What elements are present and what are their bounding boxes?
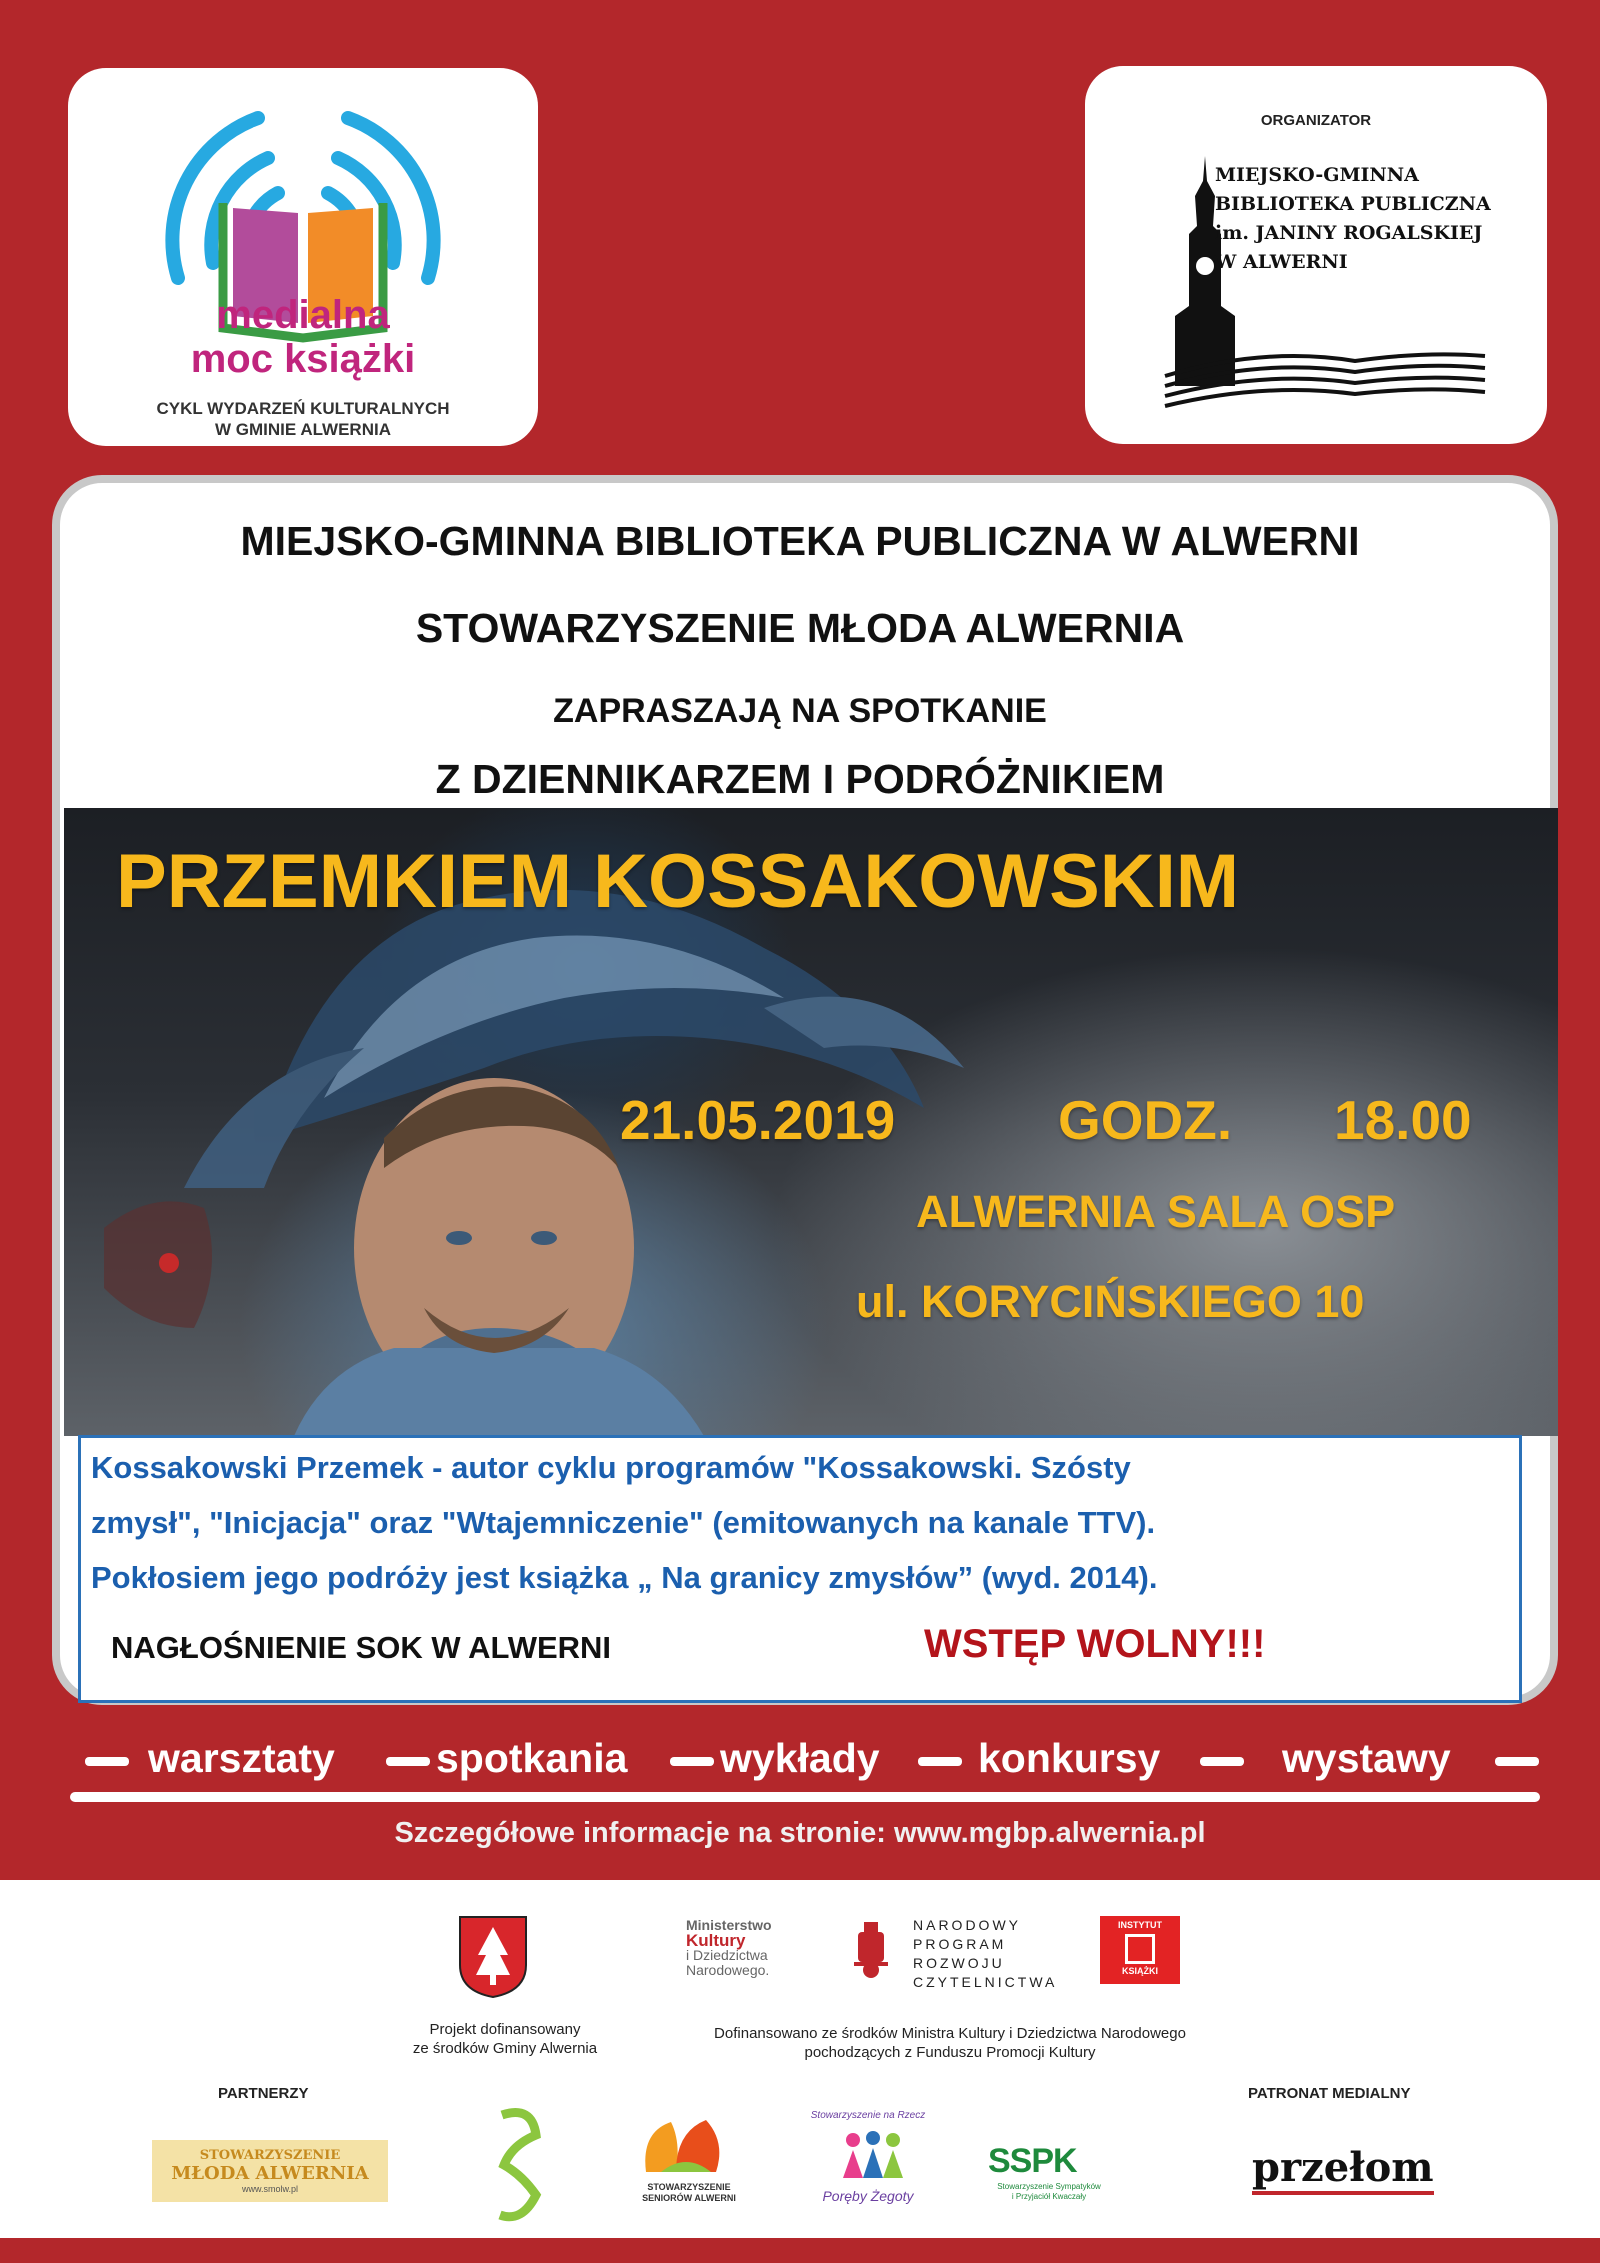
- description-line-2: zmysł", "Inicjacja" oraz "Wtajemniczenie" (emitowanych na kanale TTV).: [91, 1505, 1156, 1540]
- header-library: MIEJSKO-GMINNA BIBLIOTEKA PUBLICZNA W ALWERNI: [240, 518, 1360, 564]
- guest-name: PRZEMKIEM KOSSAKOWSKIM: [116, 839, 1240, 924]
- tag-dash: [1495, 1757, 1539, 1766]
- poreby-logo-text: Poręby Żegoty: [822, 2188, 914, 2204]
- seniors-association-icon: [636, 2112, 736, 2184]
- medialna-moc-logo-card: [68, 68, 538, 446]
- header-invite: ZAPRASZAJĄ NA SPOTKANIE: [553, 692, 1047, 730]
- seniors-association-caption: STOWARZYSZENIE SENIORÓW ALWERNI: [642, 2182, 736, 2203]
- header-association: STOWARZYSZENIE MŁODA ALWERNIA: [415, 605, 1185, 651]
- media-patronage-label: PATRONAT MEDIALNY: [1248, 2085, 1411, 2102]
- ministry-logo: Ministerstwo Kultury i Dziedzictwa Narodowego.: [686, 1917, 772, 1978]
- event-time-label: GODZ.: [1058, 1089, 1233, 1151]
- event-time: 18.00: [1334, 1089, 1472, 1151]
- tag-meetings: spotkania: [436, 1735, 628, 1781]
- website-info: Szczegółowe informacje na stronie: www.mgbp.alwernia.pl: [394, 1817, 1206, 1849]
- sspk-caption: Stowarzyszenie Sympatyków i Przyjaciół Kwaczały: [997, 2182, 1101, 2201]
- description-line-3: Pokłosiem jego podróży jest książka „ Na granicy zmysłów” (wyd. 2014).: [91, 1560, 1158, 1595]
- funding-caption: Dofinansowano ze środków Ministra Kultury i Dziedzictwa Narodowego pochodzących z Funduszu Promocji Kultury: [714, 2025, 1186, 2061]
- event-venue: ALWERNIA SALA OSP: [916, 1186, 1396, 1237]
- mloda-alwernia-logo: STOWARZYSZENIE MŁODA ALWERNIA www.smolw.pl: [152, 2140, 388, 2202]
- tag-dash: [670, 1757, 714, 1766]
- event-types-bar: [70, 1735, 1540, 1785]
- przelom-logo: przełom: [1252, 2145, 1434, 2195]
- sos-logo-icon: [492, 2105, 546, 2225]
- poreby-arc-text: Stowarzyszenie na Rzecz: [810, 2110, 926, 2121]
- sound-credit: NAGŁOŚNIENIE SOK W ALWERNI: [111, 1630, 612, 1665]
- instytut-ksiazki-logo: INSTYTUT KSIĄŻKI: [1100, 1916, 1180, 1984]
- tag-exhibitions: wystawy: [1282, 1735, 1451, 1781]
- organizer-name: MIEJSKO-GMINNA BIBLIOTEKA PUBLICZNA im. JANINY ROGALSKIEJ W ALWERNI: [1215, 164, 1491, 273]
- bottom-red-strip: [0, 2238, 1600, 2263]
- tag-dash: [386, 1757, 430, 1766]
- tag-dash: [85, 1757, 129, 1766]
- gmina-coat-of-arms-icon: [458, 1915, 528, 1999]
- partners-label: PARTNERZY: [218, 2085, 309, 2102]
- gmina-caption: Projekt dofinansowany ze środków Gminy Alwernia: [412, 2021, 598, 2057]
- logo-title: medialna moc książki: [190, 293, 416, 381]
- poreby-people-icon: [838, 2128, 908, 2188]
- free-entry: WSTĘP WOLNY!!!: [924, 1622, 1266, 1666]
- organizer-card: [1085, 66, 1547, 444]
- tag-lectures: wykłady: [720, 1735, 880, 1781]
- event-date: 21.05.2019: [620, 1089, 896, 1151]
- tag-underline: [70, 1792, 1540, 1802]
- description-line-1: Kossakowski Przemek - autor cyklu programów "Kossakowski. Szósty: [91, 1450, 1131, 1485]
- tag-dash: [918, 1757, 962, 1766]
- tag-dash: [1200, 1757, 1244, 1766]
- tag-workshops: warsztaty: [148, 1735, 335, 1781]
- sspk-logo: SSPK: [988, 2142, 1077, 2180]
- logo-caption: CYKL WYDARZEŃ KULTURALNYCH W GMINIE ALWERNIA: [156, 399, 450, 439]
- header-guest-role: Z DZIENNIKARZEM I PODRÓŻNIKIEM: [435, 756, 1165, 802]
- organizer-label: ORGANIZATOR: [1260, 112, 1372, 129]
- tag-contests: konkursy: [978, 1735, 1161, 1781]
- description-box: [78, 1435, 1522, 1703]
- event-address: ul. KORYCIŃSKIEGO 10: [856, 1276, 1365, 1327]
- open-book-icon: [1155, 306, 1495, 416]
- guest-photo: [64, 808, 1558, 1436]
- steam-locomotive-icon: [850, 1918, 892, 1980]
- nprc-logo-text: NARODOWY PROGRAM ROZWOJU CZYTELNICTWA: [913, 1917, 1058, 1990]
